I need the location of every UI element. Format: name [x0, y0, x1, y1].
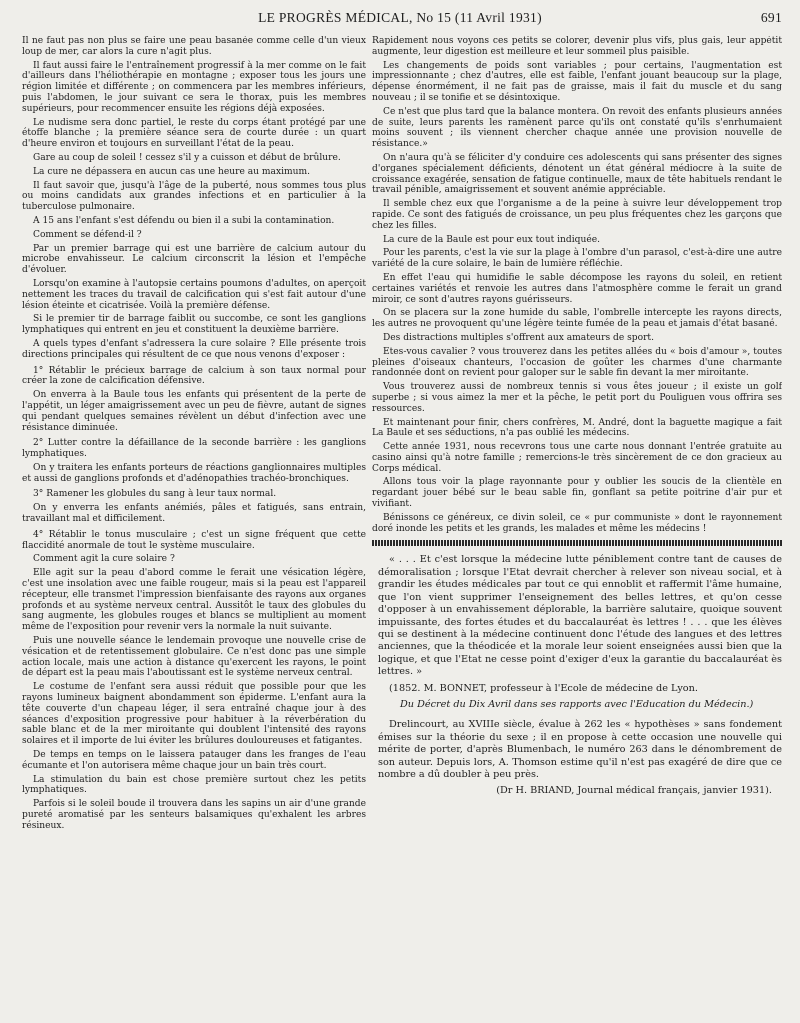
paragraph: A quels types d'enfant s'adressera la cure solaire ? Elle présente trois directions principales qui résultent de ce que nous venons d'exposer : [22, 338, 366, 360]
quotation-source-title: Du Décret du Dix Avril dans ses rapports avec l'Education du Médecin.) [400, 698, 754, 710]
right-column [372, 36, 782, 1011]
numbered-item: 1° Rétablir le précieux barrage de calcium à son taux normal pour créer la zone de calcification défensive. [22, 365, 366, 387]
paragraph: On y enverra les enfants anémiés, pâles et fatigués, sans entrain, travaillant mal et difficilement. [22, 503, 366, 525]
paragraph: Rapidement nous voyons ces petits se colorer, devenir plus vifs, plus gais, leur appétit augmente, leur digestion est meilleure et leur sommeil plus paisible. [372, 36, 782, 57]
paragraph: Et maintenant pour finir, chers confrères, M. André, dont la baguette magique a fait La Baule et ses séductions, n'a pas oublié les médecins. [372, 417, 782, 439]
paragraph: De temps en temps on le laissera patauger dans les franges de l'eau écumante et l'on autorisera même chaque jour un bain très court. [22, 750, 366, 771]
paragraph: Elle agit sur la peau d'abord comme le ferait une vésication légère, c'est une insolation avec une faible rougeur, mais si la peau est l'appareil récepteur, elle transmet l'impression bienfaisante des rayons aux organes profonds et au système nerveux central. Aussitôt le taux des globules du sang augmente, les globules rouges et blancs se multiplient au moment même de l'exposition pour revenir vers la normale la nuit suivante. [22, 568, 366, 633]
numbered-item: 4° Rétablir le tonus musculaire ; c'est un signe fréquent que cette flaccidité anormale de tout le système musculaire. [22, 529, 366, 551]
paragraph: En effet l'eau qui humidifie le sable décompose les rayons du soleil, en retient certaines variétés et renvoie les autres dans l'atmosphère comme le ferait un grand miroir, ce sont d'autres rayons guérisseurs. [372, 272, 782, 305]
journal-title: LE PROGRÈS MÉDICAL, No 15 (11 Avril 1931) [258, 10, 542, 25]
paragraph: La cure de la Baule est pour eux tout indiquée. [383, 234, 600, 245]
paragraph: Lorsqu'on examine à l'autopsie certains poumons d'adultes, on aperçoit nettement les traces du travail de calcification qui s'est fait autour d'une lésion éteinte et cicatrisée. Voilà la première défense. [22, 278, 366, 311]
paragraph: Etes-vous cavalier ? vous trouverez dans les petites allées du « bois d'amour », toutes pleines d'oiseaux chanteurs, l'occasion de goûter les charmes d'une charmante randonnée dont on revient pour galoper sur le sable fin devant la mer miroitante. [372, 346, 782, 379]
paragraph: La cure ne dépassera en aucun cas une heure au maximum. [33, 166, 310, 177]
left-column [22, 36, 366, 1011]
numbered-item: 3° Ramener les globules du sang à leur taux normal. [33, 489, 277, 500]
page-number: 691 [760, 10, 782, 25]
paragraph: Il faut aussi faire le l'entraînement progressif à la mer comme on le fait d'ailleurs dans l'héliothérapie en montagne ; exposer tous les jours une région limitée et différente ; on commencera par les membres inférieurs, puis l'abdomen, le jour suivant ce sera le thorax, puis les membres supérieurs, pour recommencer ensuite les régions déjà exposées. [22, 60, 366, 114]
paragraph: Vous trouverez aussi de nombreux tennis si vous êtes joueur ; il existe un golf superbe ; si vous aimez la mer et la pêche, le petit port du Pouliguen vous offrira ses ressources. [372, 382, 782, 414]
paragraph: Cette année 1931, nous recevrons tous une carte nous donnant l'entrée gratuite au casino ainsi qu'à notre famille ; remercions-le très sincèrement de ce don gracieux au Corps médical. [372, 442, 782, 474]
paragraph: Il semble chez eux que l'organisme a de la peine à suivre leur développement trop rapide. Ce sont des fatigués de croissance, un peu plus fréquentes chez les garçons que chez les filles. [372, 199, 782, 231]
paragraph: Puis une nouvelle séance le lendemain provoque une nouvelle crise de vésication et de retentissement globulaire. Ce n'est donc pas une simple action locale, mais une action à distance qu'exercent les rayons, le point de départ est la peau mais l'aboutissant est le système nerveux central. [22, 636, 366, 679]
paragraph: A 15 ans l'enfant s'est défendu ou bien il a subi la contamination. [33, 215, 335, 226]
paragraph: La stimulation du bain est chose première surtout chez les petits lymphatiques. [22, 774, 366, 796]
subheading: Comment se défend-il ? [33, 229, 142, 240]
paragraph: On n'aura qu'à se féliciter d'y conduire ces adolescents qui sans présenter des signes d'organes spécialement déficients, dénotent un état général médiocre à la suite de croissance exagérée, sensation de fatigue continuelle, maux de tête habituels rendant le travail pénible, amaigrissement et souvent anémie appréciable. [372, 152, 782, 196]
quotation-block [372, 554, 782, 797]
paragraph: Si le premier tir de barrage faiblit ou succombe, ce sont les ganglions lymphatiques qui entrent en jeu et constituent la deuxième barrière. [22, 314, 366, 336]
paragraph: On y traitera les enfants porteurs de réactions ganglionnaires multiples et aussi de ganglions profonds et d'adénopathies trachéo-bronchiques. [22, 462, 366, 484]
paragraph: Les changements de poids sont variables ; pour certains, l'augmentation est impressionnante ; chez d'autres, elle est faible, l'enfant jouant beaucoup sur la plage, dépense énormément, il ne fait pas de graisse, mais il fait du muscle et du sang nouveau ; il se tonifie et se désintoxique. [372, 60, 782, 103]
paragraph: Pour les parents, c'est la vie sur la plage à l'ombre d'un parasol, c'est-à-dire une autre variété de la cure solaire, le bain de lumière réfléchie. [372, 248, 782, 270]
paragraph: Gare au coup de soleil ! cessez s'il y a cuisson et début de brûlure. [33, 152, 341, 163]
subheading: Comment agit la cure solaire ? [33, 554, 175, 565]
quotation-text: « . . . Et c'est lorsque la médecine lutte péniblement contre tant de causes de démoralisation ; lorsque l'Etat devrait chercher à relever son niveau social, et à grandir les études médicales par tout ce qui ennoblit et raffermit l'âme humaine, que l'on vient supprimer l'enseignement des belles lettres, et qu'on cesse d'opposer à un envahissement déplorable, la barrière salutaire, quoique souvent impuissante, des fortes études et du baccalauréat ès lettres ! . . . que les élèves qui se destinent à la médecine continuent donc l'étude des langues et des lettres anciennes, que la théodicée et la morale leur soient enseignées aussi bien que la logique, et que l'Etat ne cesse point d'exiger d'eux la garantie du baccalauréat ès lettres. » [378, 554, 782, 678]
paragraph: Il ne faut pas non plus se faire une peau basanée comme celle d'un vieux loup de mer, car alors la cure n'agit plus. [22, 36, 366, 57]
section-divider [372, 540, 782, 546]
numbered-item: 2° Lutter contre la défaillance de la seconde barrière : les ganglions lymphatiques. [22, 438, 366, 460]
paragraph: Il faut savoir que, jusqu'à l'âge de la puberté, nous sommes tous plus ou moins candidats aux grandes infections et en particulier à la tuberculose pulmonaire. [22, 180, 366, 213]
paragraph: Bénissons ce généreux, ce divin soleil, ce « pur communiste » dont le rayonnement doré inonde les petits et les grands, les malades et même les médecins ! [372, 512, 782, 534]
page-header [0, 8, 800, 30]
paragraph: Le nudisme sera donc partiel, le reste du corps étant protégé par une étoffe blanche ; la première séance sera de courte durée : un quart d'heure environ et toujours en surveillant l'état de la peau. [22, 117, 366, 150]
paragraph: On se placera sur la zone humide du sable, l'ombrelle intercepte les rayons directs, les autres ne provoquent qu'une légère teinte fumée de la peau et jamais d'état basané. [372, 308, 782, 330]
quotation-source: (1852. M. BONNET, professeur à l'Ecole de médecine de Lyon. [389, 682, 698, 694]
paragraph: Des distractions multiples s'offrent aux amateurs de sport. [383, 332, 654, 343]
closing-paragraph: Drelincourt, au XVIIIe siècle, évalue à 262 les « hypothèses » sans fondement émises sur la théorie du sexe ; il en propose à cette occasion une nouvelle qui mérite de porter, d'après Blumenbach, le numéro 263 dans le dénombrement de son auteur. Depuis lors, A. Thomson estime qu'il n'est pas exagéré de dire que ce nombre a dû doubler à peu près. [378, 719, 782, 780]
signature: (Dr H. BRIAND, Journal médical français, janvier 1931). [496, 785, 772, 797]
paragraph: Allons tous voir la plage rayonnante pour y oublier les soucis de la clientèle en regardant jouer bébé sur le beau sable fin, gonflant sa petite poitrine d'air pur et vivifiant. [372, 477, 782, 510]
paragraph: Ce n'est que plus tard que la balance montera. On revoit des enfants plusieurs années de suite, leurs parents les ramènent parce qu'ils ont constaté qu'ils s'enrhumaient moins souvent ; ils viennent chercher chaque année une provision nouvelle de résistance.» [372, 106, 782, 150]
paragraph: Le costume de l'enfant sera aussi réduit que possible pour que les rayons lumineux baignent abondamment son épiderme. L'enfant aura la tête couverte d'un chapeau léger, il sera entraîné chaque jour à des séances d'exposition progressive pour habituer à la réverbération du sable blanc et de la mer miroitante qui doublent l'intensité des rayons solaires et il importe de lui éviter les brûlures douloureuses et fatigantes. [22, 682, 366, 747]
paragraph: Parfois si le soleil boude il trouvera dans les sapins un air d'une grande pureté aromatisé par les senteurs balsamiques qu'exhalent les arbres résineux. [22, 799, 366, 831]
paragraph: On enverra à la Baule tous les enfants qui présentent de la perte de l'appétit, un léger amaigrissement avec un peu de fièvre, autant de signes qui pendant quelques semaines révèlent un début d'infection avec une résistance diminuée. [22, 390, 366, 433]
paragraph: Par un premier barrage qui est une barrière de calcium autour du microbe envahisseur. Le calcium circonscrit la lésion et l'empêche d'évoluer. [22, 243, 366, 276]
